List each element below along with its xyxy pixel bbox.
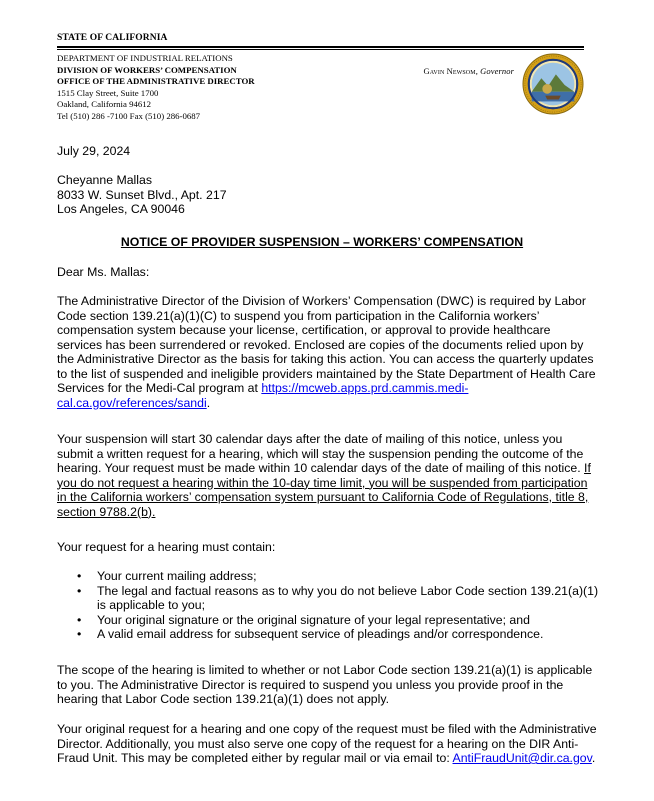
state-name: STATE OF CALIFORNIA [57, 33, 168, 43]
governor-name: Gavin Newsom [423, 66, 476, 76]
agency-department: DEPARTMENT OF INDUSTRIAL RELATIONS [57, 53, 233, 63]
list-item-text: Your original signature or the original signature of your legal representative; and [97, 612, 530, 627]
list-item-text: The legal and factual reasons as to why you do not believe Labor Code section 139.21(a)(1) is applicable to you; [97, 583, 599, 612]
medi-cal-suspended-list-link[interactable]: https://mcweb.apps.prd.cammis.medi-cal.ca.gov/references/sandi [57, 381, 469, 410]
recipient-name: Cheyanne Mallas [57, 173, 153, 187]
list-item [75, 584, 605, 613]
paragraph-hearing-scope: The scope of the hearing is limited to whether or not Labor Code section 139.21(a)(1) is applicable to you. The Administrative Director is required to suspend you unless you provide proof in the hearing that Labor Code section 139.21(a)(1) does not apply. [57, 663, 593, 706]
salutation: Dear Ms. Mallas: [57, 265, 150, 279]
list-item [75, 569, 605, 584]
p2-underlined-warning: If you do not request a hearing within the 10-day time limit, you will be suspended from participation in the California workers’ compensation system pursuant to California Code of Regulations, title 8, section 9788.2(b). [57, 461, 591, 519]
p5-end: . [591, 751, 596, 765]
list-item [75, 613, 605, 628]
paragraph-hearing-deadline [57, 432, 597, 519]
header-rule-thin [57, 49, 584, 50]
state-seal-icon [522, 53, 584, 115]
agency-city: Oakland, California 94612 [57, 99, 152, 110]
paragraph-request-contents: Your request for a hearing must contain: [57, 540, 276, 554]
p5-text: Your original request for a hearing and one copy of the request must be filed with the Administrative Director. Additionally, you must also serve one copy of the request for a hearing on the DIR Anti-Fraud Unit. This may be completed either by regular mail or via email to: [57, 722, 597, 765]
paragraph-suspension-basis [57, 294, 597, 410]
p1-text: The Administrative Director of the Division of Workers’ Compensation (DWC) is required by Labor Code section 139.21(a)(1)(C) to suspend you from participation in the California workers’ compensation system because your license, certification, or approval to provide healthcare services has been surrendered or revoked. Enclosed are copies of the documents relied upon by the Administrative Director as the basis for taking this action. You can access the quarterly updates to the list of suspended and ineligible providers maintained by the State Department of Health Care Services for the Medi-Cal program at [57, 294, 596, 395]
header-rule [57, 46, 584, 48]
notice-title [57, 235, 587, 249]
notice-title-text: NOTICE OF PROVIDER SUSPENSION – WORKERS’ COMPENSATION [120, 235, 524, 249]
recipient-street: 8033 W. Sunset Blvd., Apt. 217 [57, 187, 227, 202]
list-item [75, 627, 605, 642]
agency-block [57, 53, 255, 123]
requirements-list [75, 569, 605, 642]
list-item-text: A valid email address for subsequent service of pleadings and/or correspondence. [97, 627, 544, 641]
p1-end: . [206, 395, 211, 410]
governor-title: Governor [480, 66, 514, 76]
bullet-icon: • [77, 612, 82, 627]
paragraph-filing-instructions [57, 722, 597, 766]
p2-text: Your suspension will start 30 calendar days after the date of mailing of this notice, unless you submit a written request for a hearing, which will stay the suspension pending the outcome of the hearing. Your request must be made within 10 calendar days of the date of mailing of this notice. [57, 432, 585, 475]
governor-line: Gavin Newsom, Governor [423, 66, 514, 76]
bullet-icon: • [77, 583, 82, 598]
agency-division: DIVISION OF WORKERS’ COMPENSATION [57, 64, 237, 75]
anti-fraud-email-link[interactable]: AntiFraudUnit@dir.ca.gov [452, 751, 592, 765]
recipient-city: Los Angeles, CA 90046 [57, 202, 185, 216]
bullet-icon: • [77, 569, 82, 583]
agency-street: 1515 Clay Street, Suite 1700 [57, 87, 159, 98]
list-item-text: Your current mailing address; [97, 569, 257, 583]
agency-phone: Tel (510) 286 -7100 Fax (510) 286-0687 [57, 110, 201, 121]
letter-date: July 29, 2024 [57, 144, 131, 158]
agency-office: OFFICE OF THE ADMINISTRATIVE DIRECTOR [57, 76, 255, 87]
recipient-address [57, 173, 597, 217]
bullet-icon: • [77, 627, 82, 641]
